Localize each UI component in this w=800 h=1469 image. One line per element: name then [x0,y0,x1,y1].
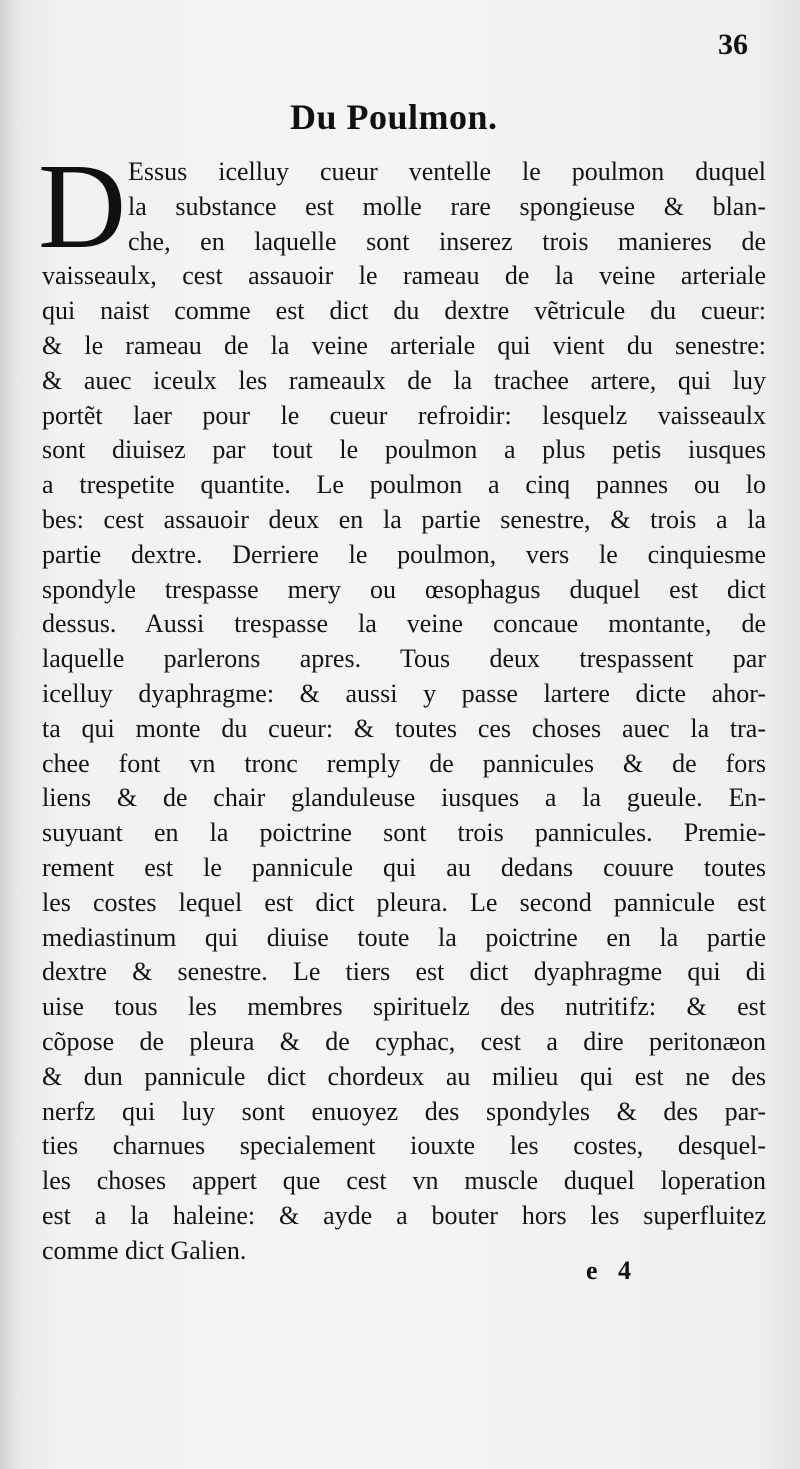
text-line: icelluy dyaphragme: & aussi y passe lartere dicte ahor- [42,678,766,708]
text-line: ties charnues specialement iouxte les costes, desquel- [42,1131,766,1161]
text-line: qui naist comme est dict du dextre vẽtricule du cueur: [42,296,766,326]
body-text [42,155,766,1269]
drop-cap: D [38,139,127,274]
text-line: Essus icelluy cueur ventelle le poulmon duquel [128,157,766,186]
text-line: partie dextre. Derriere le poulmon, vers le cinquiesme [42,539,766,569]
text-line: a trespetite quantite. Le poulmon a cinq pannes ou lo [42,470,766,500]
text-line: cõpose de pleura & de cyphac, cest a dire peritonæon [42,1026,766,1056]
text-line: & auec iceulx les rameaulx de la trachee artere, qui luy [42,365,766,395]
signature-mark: e 4 [586,1256,632,1285]
text-line: suyuant en la poictrine sont trois pannicules. Premie- [42,818,766,848]
text-line: la substance est molle rare spongieuse & blan- [128,191,766,221]
text-line: & dun pannicule dict chordeux au milieu qui est ne des [42,1061,766,1091]
text-line: portẽt laer pour le cueur refroidir: lesquelz vaisseaulx [42,400,766,430]
text-line: sont diuisez par tout le poulmon a plus petis iusques [42,435,766,465]
text-line: les choses appert que cest vn muscle duquel loperation [42,1166,766,1196]
text-line: nerfz qui luy sont enuoyez des spondyles & des par- [42,1096,766,1126]
text-line: les costes lequel est dict pleura. Le second pannicule est [42,887,766,917]
text-line: dextre & senestre. Le tiers est dict dyaphragme qui di [42,957,766,987]
text-line: che, en laquelle sont inserez trois manieres de [128,226,766,256]
text-line: rement est le pannicule qui au dedans couure toutes [42,852,766,882]
text-line: liens & de chair glanduleuse iusques a la gueule. En- [42,783,766,813]
page-title: Du Poulmon. [290,97,498,137]
text-line: bes: cest assauoir deux en la partie senestre, & trois a la [42,504,766,534]
text-line: & le rameau de la veine arteriale qui vient du senestre: [42,330,766,360]
page-number: 36 [718,28,748,61]
text-line: comme dict Galien. [42,1235,247,1265]
text-line: mediastinum qui diuise toute la poictrine en la partie [42,922,766,952]
text-line: vaisseaulx, cest assauoir le rameau de la veine arteriale [42,261,766,291]
text-line: chee font vn tronc remply de pannicules & de fors [42,748,766,778]
text-line: est a la haleine: & ayde a bouter hors les superfluitez [42,1200,766,1230]
text-line: dessus. Aussi trespasse la veine concaue montante, de [42,609,766,639]
text-line: laquelle parlerons apres. Tous deux trespassent par [42,644,766,674]
text-line: uise tous les membres spirituelz des nutritifz: & est [42,992,766,1022]
text-line: spondyle trespasse mery ou œsophagus duquel est dict [42,574,766,604]
text-line: ta qui monte du cueur: & toutes ces choses auec la tra- [42,713,766,743]
